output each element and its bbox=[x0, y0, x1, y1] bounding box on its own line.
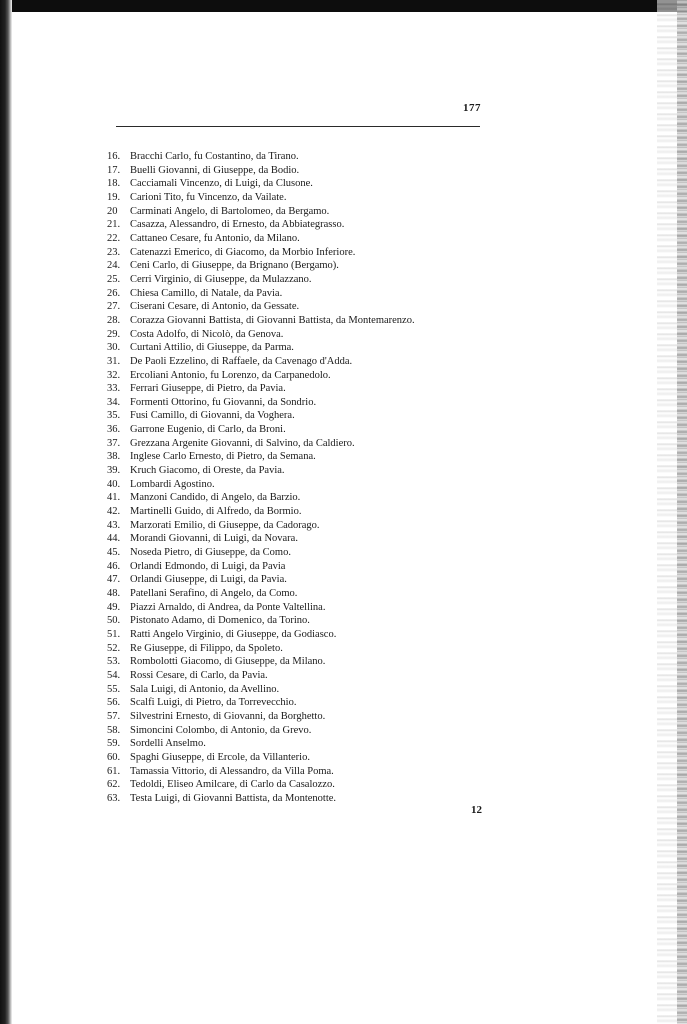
list-item bbox=[107, 546, 415, 560]
list-item bbox=[107, 519, 415, 533]
entry-text: Sala Luigi, di Antonio, da Avellino. bbox=[130, 683, 280, 695]
list-item bbox=[107, 328, 415, 342]
list-item bbox=[107, 341, 415, 355]
entry-text: Patellani Serafino, di Angelo, da Como. bbox=[130, 588, 298, 599]
entry-text: Corazza Giovanni Battista, di Giovanni Battista, da Montemarenzo. bbox=[130, 314, 415, 326]
entry-number: 62. bbox=[107, 779, 121, 791]
entry-number: 46. bbox=[107, 560, 121, 572]
entry-text: Kruch Giacomo, di Oreste, da Pavia. bbox=[130, 465, 285, 477]
entry-number: 33. bbox=[107, 383, 121, 395]
list-item bbox=[107, 751, 415, 765]
entry-text: Inglese Carlo Ernesto, di Pietro, da Semana. bbox=[130, 451, 316, 463]
entry-number: 16. bbox=[107, 151, 121, 162]
entry-number: 49. bbox=[107, 601, 121, 613]
list-item bbox=[107, 778, 415, 792]
entry-text: Chiesa Camillo, di Natale, da Pavia. bbox=[130, 287, 283, 299]
entry-number: 18. bbox=[107, 178, 121, 190]
list-item bbox=[107, 382, 415, 396]
entry-number: 27. bbox=[107, 301, 121, 313]
list-item bbox=[107, 491, 415, 505]
entry-number: 20 bbox=[107, 205, 118, 217]
page-number: 177 bbox=[463, 102, 481, 114]
entry-text: Ercoliani Antonio, fu Lorenzo, da Carpanedolo. bbox=[130, 369, 331, 381]
entry-number: 58. bbox=[107, 724, 121, 736]
list-item bbox=[107, 409, 415, 423]
list-item bbox=[107, 464, 415, 478]
entry-text: Curtani Attilio, di Giuseppe, da Parma. bbox=[130, 342, 294, 354]
list-item bbox=[107, 273, 415, 287]
list-item bbox=[107, 710, 415, 724]
list-item bbox=[107, 437, 415, 451]
list-item bbox=[107, 205, 415, 219]
list-item bbox=[107, 396, 415, 410]
entry-number: 23. bbox=[107, 246, 121, 258]
entry-text: Fusi Camillo, di Giovanni, da Voghera. bbox=[130, 410, 295, 422]
entry-text: Grezzana Argenite Giovanni, di Salvino, da Caldiero. bbox=[130, 437, 355, 449]
entry-text: Manzoni Candido, di Angelo, da Barzio. bbox=[130, 492, 301, 504]
entry-text: Buelli Giovanni, di Giuseppe, da Bodio. bbox=[130, 164, 300, 176]
entry-number: 32. bbox=[107, 369, 121, 381]
list-item bbox=[107, 177, 415, 191]
entry-text: Scalfi Luigi, di Pietro, da Torrevecchio. bbox=[130, 697, 297, 709]
list-item bbox=[107, 150, 415, 164]
entry-number: 40. bbox=[107, 478, 121, 490]
list-item bbox=[107, 573, 415, 587]
entry-text: Bracchi Carlo, fu Costantino, da Tirano. bbox=[130, 151, 299, 162]
entry-text: Piazzi Arnaldo, di Andrea, da Ponte Valtellina. bbox=[130, 601, 326, 613]
list-item bbox=[107, 300, 415, 314]
entry-number: 25. bbox=[107, 273, 121, 285]
list-item bbox=[107, 191, 415, 205]
list-item bbox=[107, 696, 415, 710]
entry-number: 50. bbox=[107, 615, 121, 627]
entry-number: 48. bbox=[107, 588, 121, 599]
entry-number: 60. bbox=[107, 751, 121, 763]
list-item bbox=[107, 614, 415, 628]
entry-number: 36. bbox=[107, 424, 121, 436]
entry-text: Silvestrini Ernesto, di Giovanni, da Borghetto. bbox=[130, 710, 326, 722]
entry-number: 22. bbox=[107, 232, 121, 244]
signature-mark: 12 bbox=[471, 804, 482, 816]
entry-number: 52. bbox=[107, 642, 121, 654]
entry-number: 30. bbox=[107, 342, 121, 354]
entry-text: Rossi Cesare, di Carlo, da Pavia. bbox=[130, 669, 268, 681]
entry-text: Tamassia Vittorio, di Alessandro, da Villa Poma. bbox=[130, 765, 334, 777]
entry-text: Orlandi Edmondo, di Luigi, da Pavia bbox=[130, 560, 286, 572]
scan-top-border bbox=[0, 0, 687, 12]
list-item bbox=[107, 628, 415, 642]
entry-text: Formenti Ottorino, fu Giovanni, da Sondrio. bbox=[130, 396, 317, 408]
entry-text: Ferrari Giuseppe, di Pietro, da Pavia. bbox=[130, 383, 286, 395]
entry-number: 44. bbox=[107, 533, 121, 545]
list-item bbox=[107, 232, 415, 246]
name-list bbox=[107, 150, 415, 806]
entry-number: 53. bbox=[107, 656, 121, 668]
entry-text: Cacciamali Vincenzo, di Luigi, da Clusone. bbox=[130, 178, 313, 190]
list-item bbox=[107, 369, 415, 383]
list-item bbox=[107, 765, 415, 779]
list-item bbox=[107, 355, 415, 369]
entry-text: Pistonato Adamo, di Domenico, da Torino. bbox=[130, 615, 310, 627]
entry-number: 43. bbox=[107, 519, 121, 531]
list-item bbox=[107, 505, 415, 519]
entry-number: 39. bbox=[107, 465, 121, 477]
entry-text: Tedoldi, Eliseo Amilcare, di Carlo da Casalozzo. bbox=[130, 779, 335, 791]
entry-number: 29. bbox=[107, 328, 121, 340]
entry-number: 51. bbox=[107, 628, 121, 640]
entry-text: Cattaneo Cesare, fu Antonio, da Milano. bbox=[130, 232, 300, 244]
entry-number: 34. bbox=[107, 396, 121, 408]
list-item bbox=[107, 218, 415, 232]
entry-number: 56. bbox=[107, 697, 121, 709]
entry-number: 41. bbox=[107, 492, 121, 504]
entry-text: Garrone Eugenio, di Carlo, da Broni. bbox=[130, 424, 286, 436]
list-item bbox=[107, 601, 415, 615]
entry-text: Catenazzi Emerico, di Giacomo, da Morbio Inferiore. bbox=[130, 246, 356, 258]
entry-text: Carioni Tito, fu Vincenzo, da Vailate. bbox=[130, 191, 287, 203]
entry-text: Noseda Pietro, di Giuseppe, da Como. bbox=[130, 547, 291, 559]
entry-number: 57. bbox=[107, 710, 121, 722]
entry-number: 19. bbox=[107, 191, 121, 203]
list-item bbox=[107, 587, 415, 601]
list-item bbox=[107, 164, 415, 178]
list-item bbox=[107, 642, 415, 656]
entry-text: Casazza, Alessandro, di Ernesto, da Abbiategrasso. bbox=[130, 219, 345, 231]
entry-number: 31. bbox=[107, 355, 121, 367]
list-item bbox=[107, 683, 415, 697]
entry-number: 35. bbox=[107, 410, 121, 422]
list-item bbox=[107, 450, 415, 464]
entry-number: 37. bbox=[107, 437, 121, 449]
entry-text: Cerri Virginio, di Giuseppe, da Mulazzano. bbox=[130, 273, 312, 285]
entry-number: 26. bbox=[107, 287, 121, 299]
header-rule bbox=[116, 126, 480, 127]
entry-number: 55. bbox=[107, 683, 121, 695]
list-item bbox=[107, 246, 415, 260]
scan-right-edge-shadow bbox=[677, 0, 687, 1024]
entry-text: Rombolotti Giacomo, di Giuseppe, da Milano. bbox=[130, 656, 326, 668]
list-item bbox=[107, 423, 415, 437]
entry-number: 24. bbox=[107, 260, 121, 272]
list-item bbox=[107, 259, 415, 273]
entry-number: 38. bbox=[107, 451, 121, 463]
entry-text: Ceni Carlo, di Giuseppe, da Brignano (Bergamo). bbox=[130, 260, 339, 272]
entry-text: Ratti Angelo Virginio, di Giuseppe, da Godiasco. bbox=[130, 628, 337, 640]
entry-text: Simoncini Colombo, di Antonio, da Grevo. bbox=[130, 724, 312, 736]
entry-text: Ciserani Cesare, di Antonio, da Gessate. bbox=[130, 301, 300, 313]
entry-number: 28. bbox=[107, 314, 121, 326]
list-item bbox=[107, 737, 415, 751]
list-item bbox=[107, 314, 415, 328]
entry-number: 42. bbox=[107, 506, 121, 518]
list-item bbox=[107, 792, 415, 806]
entry-text: Orlandi Giuseppe, di Luigi, da Pavia. bbox=[130, 574, 287, 586]
entry-text: Re Giuseppe, di Filippo, da Spoleto. bbox=[130, 642, 283, 654]
list-item bbox=[107, 532, 415, 546]
list-item bbox=[107, 560, 415, 574]
list-item bbox=[107, 287, 415, 301]
entry-number: 21. bbox=[107, 219, 121, 231]
list-item bbox=[107, 478, 415, 492]
entry-text: Carminati Angelo, di Bartolomeo, da Bergamo. bbox=[130, 205, 330, 217]
entry-number: 17. bbox=[107, 164, 121, 176]
entry-number: 54. bbox=[107, 669, 121, 681]
entry-text: Spaghi Giuseppe, di Ercole, da Villanterio. bbox=[130, 751, 310, 763]
entry-number: 61. bbox=[107, 765, 121, 777]
entry-text: Sordelli Anselmo. bbox=[130, 738, 206, 750]
entry-text: De Paoli Ezzelino, di Raffaele, da Cavenago d'Adda. bbox=[130, 355, 353, 367]
list-item bbox=[107, 669, 415, 683]
entry-number: 45. bbox=[107, 547, 121, 559]
entry-number: 47. bbox=[107, 574, 121, 586]
entry-text: Martinelli Guido, di Alfredo, da Bormio. bbox=[130, 506, 302, 518]
entry-text: Costa Adolfo, di Nicolò, da Genova. bbox=[130, 328, 284, 340]
scan-left-border bbox=[0, 0, 12, 1024]
entry-number: 63. bbox=[107, 792, 121, 804]
entry-number: 59. bbox=[107, 738, 121, 750]
list-item bbox=[107, 655, 415, 669]
entry-text: Morandi Giovanni, di Luigi, da Novara. bbox=[130, 533, 298, 545]
list-item bbox=[107, 724, 415, 738]
entry-text: Lombardi Agostino. bbox=[130, 478, 215, 490]
entry-text: Testa Luigi, di Giovanni Battista, da Montenotte. bbox=[130, 792, 337, 804]
entry-text: Marzorati Emilio, di Giuseppe, da Cadorago. bbox=[130, 519, 320, 531]
